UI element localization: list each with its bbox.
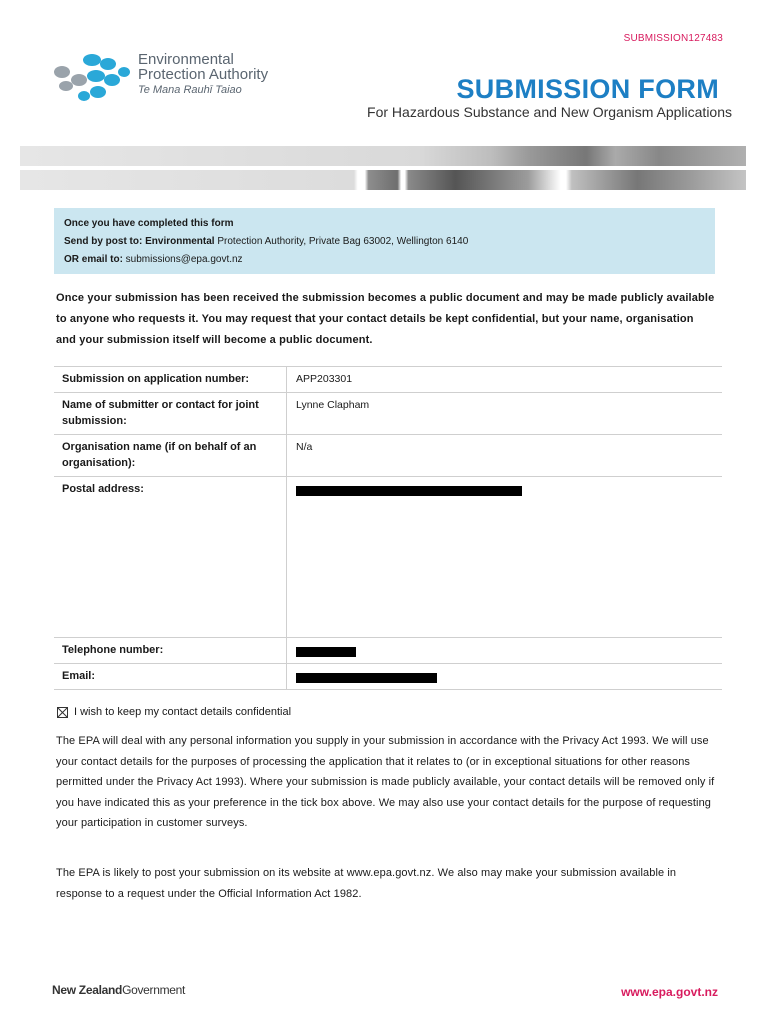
nz-government-rest: Government (122, 983, 186, 997)
logo-line-2: Protection Authority (138, 66, 269, 83)
instructions-line-3 (64, 254, 243, 265)
post-address: Protection Authority, Private Bag 63002, Wellington 6140 (214, 236, 469, 247)
website-paragraph: The EPA is likely to post your submission on its website at www.epa.govt.nz. We also may make your submission available in response to a request under the Official Information Act 1982. (56, 867, 677, 900)
table-row (54, 477, 722, 638)
field-label-application-number: Submission on application number: (54, 367, 287, 393)
instructions-heading: Once you have completed this form (64, 218, 234, 229)
table-row (54, 638, 722, 664)
email-label: OR email to: (64, 254, 123, 265)
nz-government-logo (52, 983, 185, 997)
confidential-option (57, 706, 291, 718)
public-document-notice: Once your submission has been received the submission becomes a public document and may be made publicly available to anyone who requests it. You may request that your contact details be kept confidential, but your name, organisation and your submission itself will become a public document. (56, 292, 715, 346)
redaction-bar (296, 647, 356, 657)
epa-logo-icon (52, 50, 136, 106)
table-row (54, 367, 722, 393)
table-row (54, 435, 722, 477)
application-number-field[interactable]: APP203301 (287, 367, 723, 393)
redaction-bar (296, 486, 522, 496)
postal-address-field[interactable] (287, 477, 723, 638)
nz-government-bold: New Zealand (52, 983, 123, 997)
logo-wordmark (138, 52, 268, 96)
field-label-telephone: Telephone number: (54, 638, 287, 664)
website-link[interactable]: www.epa.govt.nz (621, 985, 718, 999)
submitter-name-field[interactable]: Lynne Clapham (287, 393, 723, 435)
field-label-submitter-name: Name of submitter or contact for joint submission: (54, 393, 287, 435)
field-label-organisation: Organisation name (if on behalf of an organisation): (54, 435, 287, 477)
confidential-checkbox[interactable] (57, 707, 68, 718)
table-row (54, 664, 722, 690)
checkbox-x-icon (58, 708, 67, 717)
table-row (54, 393, 722, 435)
email-field[interactable] (287, 664, 723, 690)
submission-email: submissions@epa.govt.nz (122, 254, 243, 265)
privacy-paragraph: The EPA will deal with any personal information you supply in your submission in accordance with the Privacy Act 1993. We will use your contact details for the purposes of processing the application that it relates to (or in exceptional situations for other reasons permitted under the Privacy Act 1993). Where your submission is made publicly available, your contact details will be removed only if you have indicated this as your preference in the tick box above. We may also use your contact details for the purpose of requesting your participation in customer surveys. (56, 735, 715, 829)
submission-id: SUBMISSION127483 (623, 33, 723, 44)
field-label-email: Email: (54, 664, 287, 690)
redaction-bar (296, 673, 437, 683)
decorative-banner-bottom (20, 170, 746, 190)
post-label: Send by post to: Environmental (64, 236, 215, 247)
submission-instructions (54, 208, 715, 274)
logo-line-1: Environmental (138, 51, 234, 68)
decorative-banner-top (20, 146, 746, 166)
instructions-line-1 (64, 218, 233, 229)
instructions-line-2 (64, 236, 468, 247)
organisation-field[interactable]: N/a (287, 435, 723, 477)
page-subtitle: For Hazardous Substance and New Organism Applications (367, 104, 732, 120)
submitter-details-table (54, 366, 722, 690)
page-title: SUBMISSION FORM (456, 74, 719, 104)
telephone-field[interactable] (287, 638, 723, 664)
confidential-label: I wish to keep my contact details confidential (74, 706, 292, 718)
logo-maori-name: Te Mana Rauhī Taiao (138, 84, 242, 96)
field-label-postal-address: Postal address: (54, 477, 287, 638)
